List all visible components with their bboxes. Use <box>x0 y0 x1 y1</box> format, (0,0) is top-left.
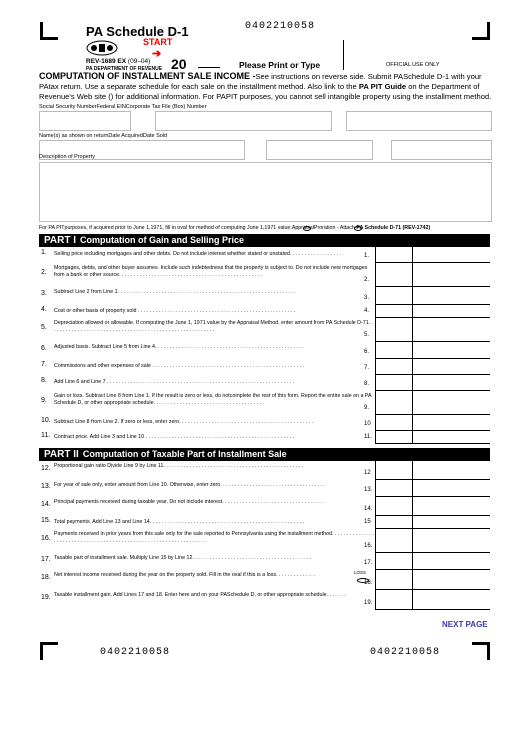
line-reference: 9. <box>364 405 370 411</box>
ssn-field[interactable] <box>39 111 131 131</box>
registration-mark-top-right <box>472 22 490 40</box>
pit-note <box>39 225 494 231</box>
part2-line-6 <box>39 553 490 570</box>
line-number: 3. <box>41 290 47 297</box>
date-sold-field[interactable] <box>391 140 492 160</box>
appraisal-oval[interactable] <box>303 226 311 231</box>
amount-field[interactable] <box>413 359 490 375</box>
name-date-label: Name(s) as shown on returnDate AcquiredDate Sold <box>39 133 168 139</box>
line-number: 19. <box>41 594 51 601</box>
barcode-top: 0402210058 <box>245 21 316 32</box>
line-reference: 4. <box>364 308 370 314</box>
line-number: 9. <box>41 397 47 404</box>
line-description: For year of sale only, enter amount from Line 10. Otherwise, enter zero. . . . . . . . . . . . . . . . . . . . . . . . . . . . . . . . . . . . <box>54 482 325 488</box>
pit-note-bold: PA Schedule D-71 (REV-1742) <box>356 225 431 231</box>
pa-seal-icon <box>85 40 119 56</box>
part2-line-8 <box>39 590 490 610</box>
line-reference: 1. <box>364 253 370 259</box>
part2-label: PART II <box>44 449 79 460</box>
amount-field[interactable] <box>413 247 490 263</box>
amount-field[interactable] <box>413 342 490 359</box>
next-page-link[interactable]: NEXT PAGE <box>442 620 488 629</box>
date-acquired-field[interactable] <box>266 140 373 160</box>
ssn-ein-label: Social Security NumberFederal EINCorporate Tax File (Box) Number <box>39 104 207 110</box>
part1-line-1 <box>39 247 490 263</box>
official-use-box <box>343 40 493 70</box>
line-description: Taxable installment gain. Add Lines 17 and 18. Enter here and on your PASchedule D, or other appropriate schedule. . . . . . . <box>54 592 346 598</box>
part2-line-7 <box>39 570 490 590</box>
line-description: Payments received in prior years from this sale only for the sale reported to Pennsylvania using the installment method. . . . . . . . . . . . . . . . . . . . . . . . . . . . . . . . . . . . . . . . . . . . . . . . . . . . . . . . . . . . . . . . . . . <box>54 531 375 544</box>
form-date-text: (09–04) <box>127 58 151 65</box>
line-number: 11. <box>41 431 51 439</box>
part1-line-3 <box>39 287 490 305</box>
registration-mark-top-left <box>40 22 58 40</box>
part2-title: Computation of Taxable Part of Installment Sale <box>82 449 287 459</box>
line-number: 5. <box>41 324 47 331</box>
form-number <box>86 58 150 65</box>
line-description: Cost or other basis of property sold . . . . . . . . . . . . . . . . . . . . . . . . . . . . . . . . . . . . . . . . . . . . . . . . . . . . . . <box>54 307 296 314</box>
amount-field[interactable] <box>413 590 490 610</box>
amount-field[interactable] <box>413 529 490 553</box>
line-number: 7. <box>41 361 47 368</box>
barcode-bottom-left: 0402210058 <box>100 647 171 658</box>
line-reference: 8. <box>364 381 370 387</box>
line-description: Contract price. Add Line 3 and Line 10 . . . . . . . . . . . . . . . . . . . . . . . . . . . . . . . . . . . . . . . . . . . . . . . . . . . <box>54 433 295 440</box>
line-number: 13. <box>41 482 51 490</box>
description-field[interactable] <box>39 162 492 222</box>
part1-line-4 <box>39 305 490 318</box>
line-number: 16. <box>41 535 51 542</box>
line-reference: 12 <box>364 470 371 476</box>
part1-line-7 <box>39 359 490 375</box>
official-use-label: OFFICIAL USE ONLY <box>386 62 440 68</box>
line-reference: 10 <box>364 421 371 427</box>
line-description: Gain or loss. Subtract Line 8 from Line 1. If the result is zero or less, do notcomplete the rest of this form. Report the entire sale on a PA Schedule D, or other appropriate schedule. . . . . . . . . . . . . . . . . . . . . . . . . . . . . . . . . . . . . . <box>54 393 372 406</box>
line-reference: 5. <box>364 332 370 338</box>
pa-pit-guide-link[interactable]: PA PIT Guide <box>358 82 407 91</box>
row-divider <box>375 443 490 444</box>
line-description: Depreciation allowed or allowable. If computing the June 1, 1971 value by the Appraisal Method, enter amount from PA Schedule D-71. . . . . . . . . . . . . . . . . . . . . . . . . . . . . . . . . . . . . . . . . . . . . . . . . . . . . . . . . <box>54 320 374 333</box>
amount-field[interactable] <box>413 415 490 431</box>
intro-text-1: See instructions on reverse side. Submit PASchedule D-1 with your PAtax return. Use a separate schedule for each sale on the installment method. Also link to the <box>39 72 482 91</box>
amount-field[interactable] <box>413 553 490 570</box>
intro-heading: COMPUTATION OF INSTALLMENT SALE INCOME - <box>39 71 256 81</box>
amount-field[interactable] <box>413 497 490 516</box>
line-reference: 14. <box>364 506 373 512</box>
line-number: 14. <box>41 500 51 508</box>
barcode-bottom-right: 0402210058 <box>370 647 441 658</box>
line-reference: 11. <box>364 434 372 440</box>
line-description: Subtract Line 2 from Line 1. . . . . . . . . . . . . . . . . . . . . . . . . . . . . . . . . . . . . . . . . . . . . . . . . . . . . . . . . . . . . <box>54 289 296 295</box>
amount-field[interactable] <box>413 375 490 391</box>
part1-line-9 <box>39 391 490 415</box>
part1-label: PART I <box>44 235 77 246</box>
part1-line-8 <box>39 375 490 391</box>
corporate-tax-file-field[interactable] <box>346 111 492 131</box>
line-number: 18. <box>41 574 51 581</box>
line-description: Mortgages, debts, and other buyer assumes. Include such indebtedness that the property is subject to. Do not include new mortgages from a bank or other source. . . . . . . . . . . . . . . . . . . . . . . . . . . . . . . . . . . . . . . . . . . . . . . . . <box>54 265 368 278</box>
line-reference: 3. <box>364 295 370 301</box>
line-number: 4. <box>41 305 47 313</box>
part2-line-4 <box>39 516 490 529</box>
line-number: 12. <box>41 464 51 472</box>
line-number: 6. <box>41 344 47 352</box>
amount-field[interactable] <box>413 318 490 342</box>
part2-line-3 <box>39 497 490 516</box>
line-reference: 7. <box>364 365 370 371</box>
line-reference: 17. <box>364 560 373 566</box>
line-number: 17. <box>41 555 51 563</box>
print-note: Please Print or Type <box>239 60 321 70</box>
line-description: Subtract Line 8 from Line 2. If zero or less, enter zero. . . . . . . . . . . . . . . . . . . . . . . . . . . . . . . . . . . . . . . . . . . . . . <box>54 419 314 425</box>
part2-header <box>39 448 490 461</box>
line-description: Principal payments received during taxable year. Do not include interest. . . . . . . . . . . . . . . . . . . . . . . . . . . . . . . . . . . <box>54 499 324 505</box>
form-number-text: REV-1689 EX <box>86 58 127 65</box>
line-description: Selling price including mortgages and other debts. Do not include interest whether stated or unstated. . . . . . . . . . . . . . . . . . <box>54 251 342 257</box>
amount-field[interactable] <box>413 480 490 497</box>
proration-oval[interactable] <box>354 226 362 231</box>
line-reference: 18. <box>364 580 373 586</box>
form-title: PA Schedule D-1 <box>86 24 189 39</box>
line-reference: 2. <box>364 277 370 283</box>
line-description: Taxable part of installment sale. Multiply Line 15 by Line 12. . . . . . . . . . . . . . . . . . . . . . . . . . . . . . . . . . . . . . . . . <box>54 555 312 561</box>
line-description: Proportional gain ratio Divide Line 9 by Line 11. . . . . . . . . . . . . . . . . . . . . . . . . . . . . . . . . . . . . . . . . . . . . . . . <box>54 463 304 469</box>
line-reference: 15 <box>364 519 371 525</box>
row-divider <box>375 609 490 610</box>
amount-field[interactable] <box>413 287 490 305</box>
loss-label: LOSS <box>354 570 367 575</box>
tax-year-prefix: 20 <box>171 56 187 72</box>
intro-text-2: on the Department of Revenue's Web site () for additional information. For PAPIT purposes, you cannot sell intangible property using the installment method. <box>39 82 492 101</box>
amount-field[interactable] <box>413 570 490 590</box>
registration-mark-bottom-right <box>472 642 490 660</box>
pit-note-text: For PA PITpurposes, if acquired prior to June 1,1971, fill in oval for method of computing June 1,1971 value:AppraisalProration - Attach <box>39 225 357 231</box>
part1-line-11 <box>39 431 490 444</box>
part2-line-1 <box>39 461 490 480</box>
line-description: Commissions and other expenses of sale . . . . . . . . . . . . . . . . . . . . . . . . . . . . . . . . . . . . . . . . . . . . . . . . . . . . <box>54 363 304 369</box>
part1-line-10 <box>39 415 490 431</box>
line-description: Add Line 6 and Line 7 . . . . . . . . . . . . . . . . . . . . . . . . . . . . . . . . . . . . . . . . . . . . . . . . . . . . . . . . . . . . . . . . <box>54 379 294 385</box>
amount-field[interactable] <box>413 391 490 415</box>
line-reference: 16. <box>364 543 373 549</box>
start-label: START <box>143 37 173 47</box>
federal-ein-field[interactable] <box>155 111 332 131</box>
part1-line-6 <box>39 342 490 359</box>
registration-mark-bottom-left <box>40 642 58 660</box>
description-label: Description of Property <box>39 154 95 160</box>
line-reference: 13. <box>364 487 373 493</box>
part2-line-2 <box>39 480 490 497</box>
part1-line-2 <box>39 263 490 287</box>
amount-field[interactable] <box>413 461 490 480</box>
part1-line-5 <box>39 318 490 342</box>
part1-header <box>39 234 490 247</box>
line-number: 15. <box>41 516 51 524</box>
line-description: Net interest income received during the year on the property sold. Fill in the oval if this is a loss. . . . . . . . . . . . . . <box>54 572 316 578</box>
amount-field[interactable] <box>413 263 490 287</box>
part1-title: Computation of Gain and Selling Price <box>80 235 245 245</box>
line-reference: 6. <box>364 349 370 355</box>
line-number: 1. <box>41 249 47 256</box>
intro-paragraph <box>39 71 494 102</box>
line-description: Total payments. Add Line 13 and Line 14. . . . . . . . . . . . . . . . . . . . . . . . . . . . . . . . . . . . . . . . . . . . . . . . . . . . . <box>54 518 305 525</box>
loss-oval[interactable] <box>357 578 369 583</box>
line-number: 2. <box>41 269 47 276</box>
tax-year-field[interactable] <box>198 67 220 68</box>
start-arrow-icon: ➔ <box>152 48 162 60</box>
line-reference: 19. <box>364 600 373 606</box>
line-description: Adjusted basis. Subtract Line 5 from Line 4. . . . . . . . . . . . . . . . . . . . . . . . . . . . . . . . . . . . . . . . . . . . . . . . . . . <box>54 344 304 350</box>
department-label: PA DEPARTMENT OF REVENUE <box>86 66 163 72</box>
line-number: 10. <box>41 417 51 424</box>
line-number: 8. <box>41 377 47 384</box>
part2-line-5 <box>39 529 490 553</box>
